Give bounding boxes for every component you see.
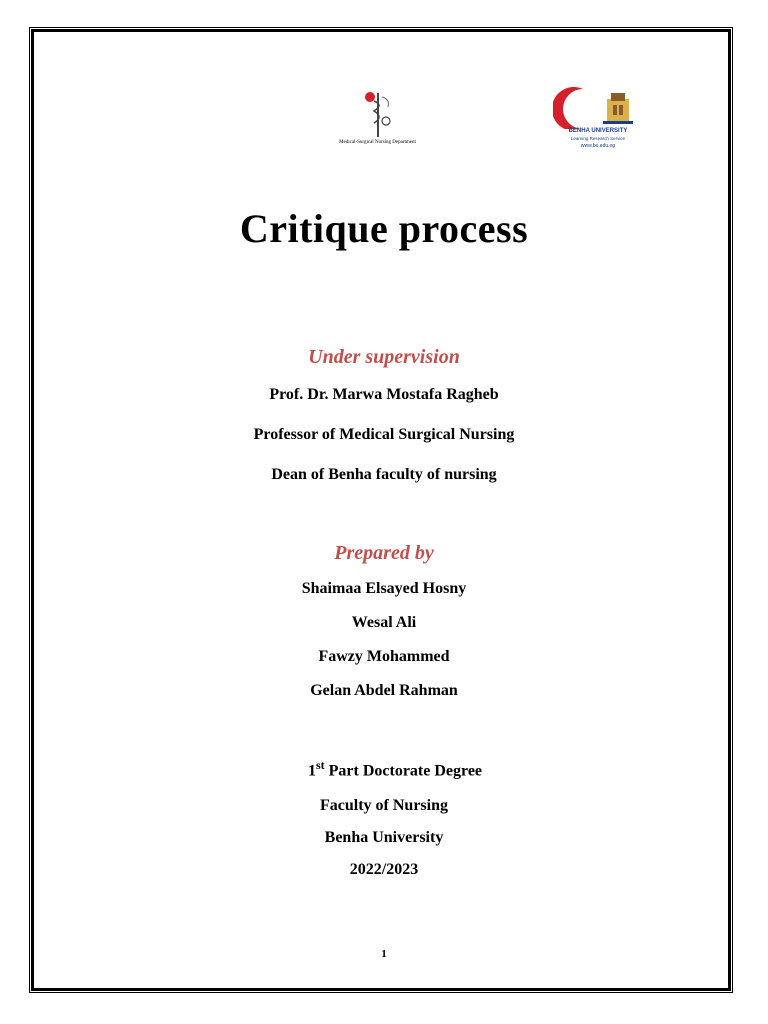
author-name: Fawzy Mohammed (318, 648, 450, 665)
prepared-by-heading: Prepared by (334, 542, 434, 564)
degree-ordinal-suffix: st (315, 758, 325, 772)
degree-label: Part Doctorate Degree (324, 762, 483, 780)
supervisor-name: Prof. Dr. Marwa Mostafa Ragheb (269, 386, 499, 403)
page-number: 1 (381, 948, 387, 960)
department-logo (330, 85, 425, 155)
author-name: Wesal Ali (351, 614, 417, 631)
supervisor-role: Professor of Medical Surgical Nursing (253, 426, 515, 443)
university-logo-url: www.bu.edu.eg (580, 143, 616, 149)
author-name: Gelan Abdel Rahman (310, 682, 458, 699)
document-title: Critique process (239, 206, 529, 251)
university-name: Benha University (324, 829, 444, 846)
degree-line (0, 758, 768, 780)
faculty-name: Faculty of Nursing (320, 797, 448, 814)
department-logo-caption: Medical-Surgical Nursing Department (339, 140, 416, 145)
degree-ordinal-number: 1 (307, 762, 316, 780)
department-logo-emblem (330, 85, 425, 141)
author-name: Shaimaa Elsayed Hosny (301, 580, 467, 597)
university-logo-tagline: Learning Research Service (570, 136, 626, 141)
university-logo-name: BENHA UNIVERSITY (568, 128, 628, 134)
supervisor-position: Dean of Benha faculty of nursing (271, 466, 497, 483)
university-logo-emblem (553, 85, 643, 129)
university-logo (553, 85, 643, 155)
supervision-heading: Under supervision (308, 346, 460, 368)
academic-year: 2022/2023 (349, 861, 419, 878)
